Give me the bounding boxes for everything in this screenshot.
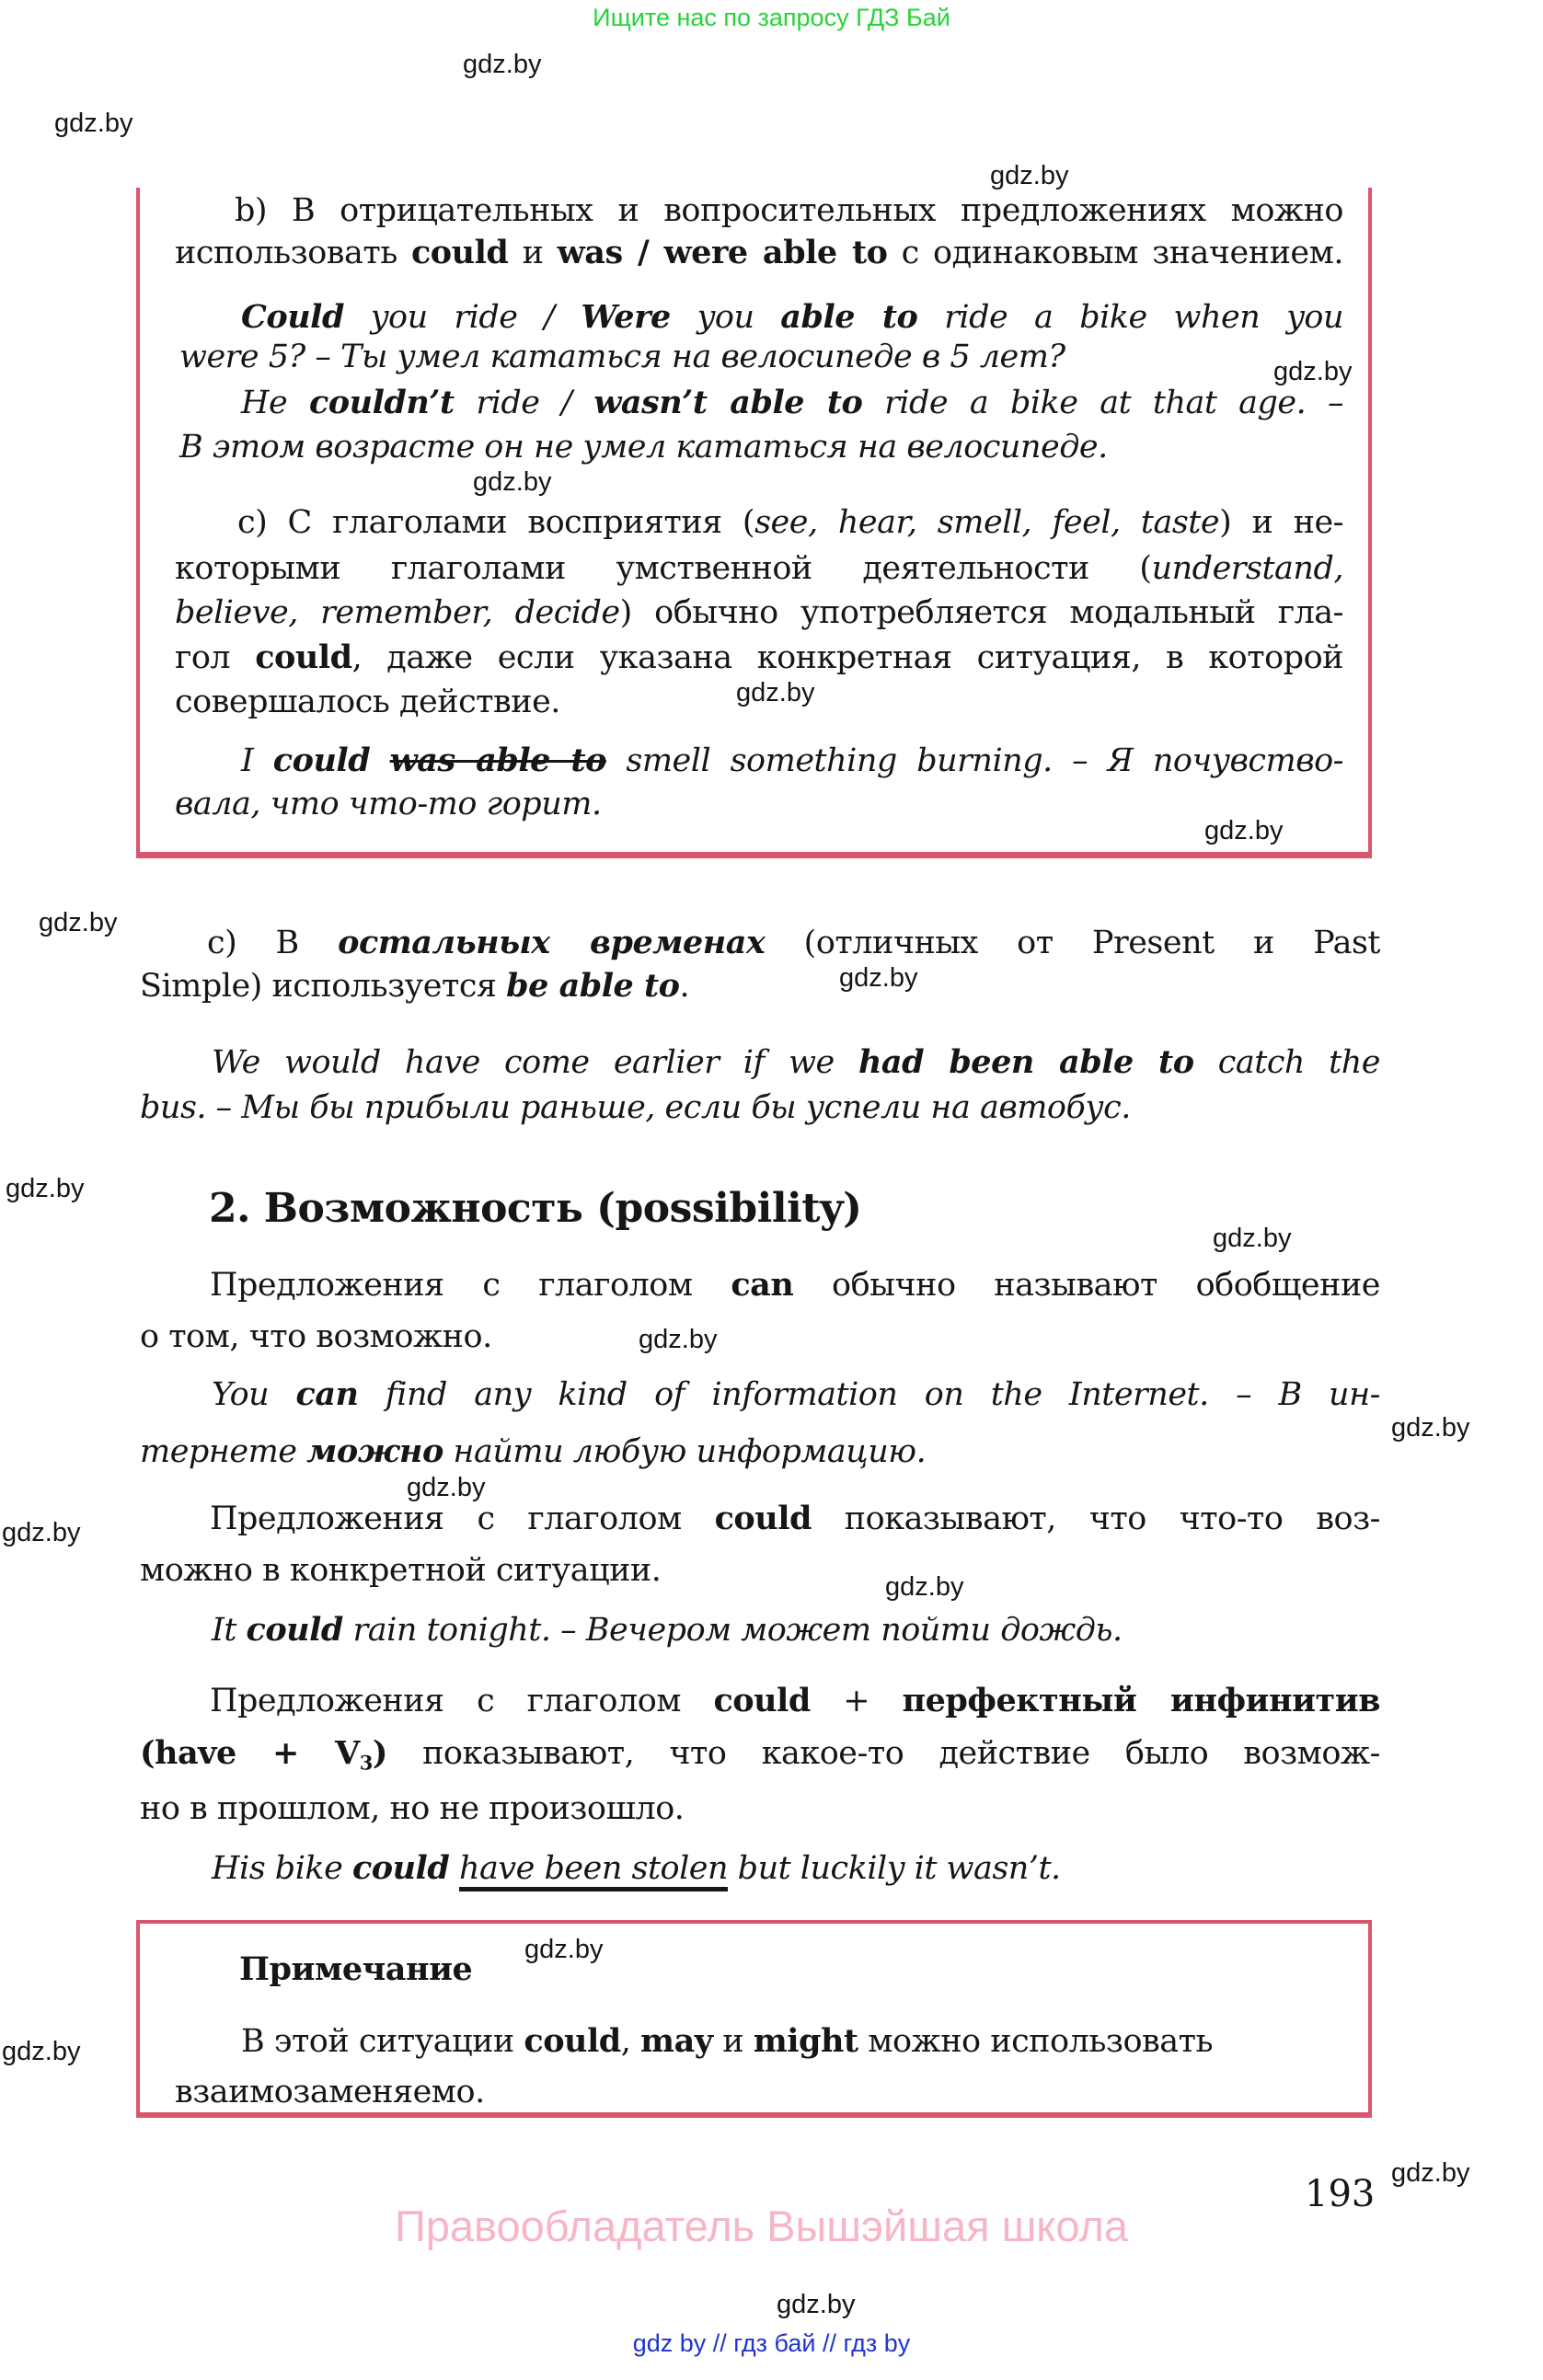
text-segment: ride / — [454, 385, 594, 421]
text-segment: could — [411, 234, 509, 271]
gdz-watermark: gdz.by — [1391, 1413, 1470, 1443]
rule-could-perfect-line-2 — [140, 1730, 1380, 1776]
example-smell-line-1 — [175, 738, 1343, 784]
rule-could-perfect-line-3 — [140, 1786, 1380, 1832]
gdz-watermark: gdz.by — [407, 1473, 486, 1502]
text-segment: smell something burning. – Я почувство- — [605, 742, 1343, 779]
text-segment: He — [241, 385, 309, 421]
text-segment: Предложения с глаголом — [210, 1683, 714, 1719]
gdz-watermark: gdz.by — [777, 2290, 856, 2319]
rule-able-line-2 — [140, 963, 1380, 1009]
text-segment: catch the — [1193, 1044, 1380, 1081]
example-internet-line-2 — [140, 1429, 1380, 1475]
text-segment: Примечание — [239, 1950, 473, 1988]
text-segment: could — [714, 1500, 812, 1537]
text-segment: Could — [241, 298, 344, 336]
text-segment: can — [295, 1375, 359, 1413]
text-segment: Предложения с глаголом — [210, 1267, 731, 1304]
rule-can-line-1 — [140, 1262, 1380, 1308]
example-rain-line — [140, 1607, 1380, 1653]
gdz-watermark: gdz.by — [1391, 2158, 1470, 2188]
text-segment: ride a bike at that age. – — [862, 385, 1343, 421]
rule-b-line-2 — [175, 230, 1343, 276]
section-heading — [209, 1184, 861, 1234]
text-segment — [449, 1850, 459, 1887]
text-segment: 2. Возможность (possibility) — [209, 1185, 862, 1232]
text-segment: His bike — [212, 1850, 352, 1887]
text-segment: had been able to — [858, 1043, 1194, 1081]
text-segment: could — [524, 2022, 621, 2060]
text-segment: , даже если указана конкретная ситуация, в которой — [351, 639, 1343, 676]
note-body-line-2 — [175, 2069, 1343, 2115]
text-segment: understand, — [1151, 550, 1343, 587]
text-segment: В этом возрасте он не умел кататься на велосипеде. — [179, 429, 1108, 466]
gdz-watermark: gdz.by — [1273, 357, 1353, 386]
text-segment: обычно называют обобщение — [793, 1267, 1380, 1304]
gdz-watermark: gdz.by — [6, 1174, 85, 1203]
text-segment: was able to — [389, 742, 606, 779]
text-segment: можно в конкретной ситуации. — [140, 1552, 662, 1589]
text-segment: с одинаковым значением. — [887, 235, 1343, 271]
gdz-watermark: gdz.by — [2, 1518, 81, 1547]
rule-c-line-1 — [175, 500, 1343, 546]
text-segment: might — [753, 2022, 858, 2060]
text-segment: перфектный инфинитив — [902, 1682, 1381, 1719]
text-segment: о том, что возможно. — [140, 1318, 492, 1355]
text-segment: Were — [581, 298, 671, 336]
text-segment: but luckily it wasn’t. — [728, 1850, 1061, 1887]
gdz-watermark: gdz.by — [1213, 1224, 1292, 1253]
rule-able-line-1 — [140, 920, 1380, 966]
text-segment: ) обычно употребляется модальный гла- — [619, 594, 1343, 631]
gdz-watermark: gdz.by — [990, 161, 1069, 190]
text-segment: c) В — [207, 925, 339, 961]
text-segment: и — [508, 235, 558, 271]
text-segment: could — [272, 742, 371, 779]
text-segment: ride a bike when you — [917, 299, 1343, 336]
note-title — [175, 1947, 1343, 1993]
text-segment: find any kind of information on the Internet. – В ин- — [358, 1376, 1380, 1413]
text-segment: ) — [372, 1734, 387, 1772]
example-smell-line-2 — [175, 781, 1343, 827]
gdz-watermark: gdz.by — [2, 2037, 81, 2066]
text-segment: гол — [175, 639, 256, 676]
text-segment: b) В отрицательных и вопросительных предложениях можно — [235, 192, 1343, 229]
text-segment: найти любую информацию. — [443, 1433, 927, 1470]
text-segment: В этой ситуации — [241, 2023, 524, 2060]
gdz-watermark: gdz.by — [639, 1325, 718, 1354]
text-segment: you ride / — [343, 299, 582, 336]
text-segment: can — [731, 1266, 794, 1304]
text-segment: показывают, что какое-то действие было возмож- — [386, 1735, 1380, 1772]
rule-c-line-3 — [175, 590, 1343, 636]
publisher-line: Правообладатель Вышэйшая школа — [394, 2202, 1129, 2250]
text-segment: may — [640, 2022, 713, 2060]
text-segment: (have + V — [140, 1734, 360, 1772]
rule-could-line-1 — [140, 1496, 1380, 1542]
text-segment: показывают, что что-то воз- — [811, 1500, 1380, 1537]
gdz-watermark: gdz.by — [54, 109, 133, 138]
rule-b-line-1 — [175, 188, 1343, 234]
text-segment: able to — [780, 298, 918, 336]
text-segment: be able to — [506, 967, 680, 1005]
text-segment: . — [679, 968, 690, 1005]
text-segment: но в прошлом, но не произошло. — [140, 1790, 685, 1827]
text-segment: 3 — [359, 1751, 373, 1775]
gdz-watermark: gdz.by — [524, 1935, 604, 1964]
rule-could-line-2 — [140, 1547, 1380, 1593]
text-segment: можно — [306, 1432, 443, 1470]
example-ride-line-3 — [175, 380, 1343, 426]
text-segment: можно использовать — [858, 2023, 1214, 2060]
text-segment: believe, remember, decide — [175, 594, 620, 631]
text-segment: wasn’t able to — [593, 384, 863, 421]
text-segment: bus. – Мы бы прибыли раньше, если бы успели на автобус. — [140, 1089, 1131, 1126]
text-segment: использовать — [175, 235, 411, 271]
text-segment: you — [670, 299, 781, 336]
text-segment: взаимозаменяемо. — [175, 2074, 485, 2110]
example-bus-line-2 — [140, 1085, 1380, 1131]
text-segment: was / were able to — [557, 234, 888, 271]
text-segment: could — [351, 1849, 450, 1887]
text-segment: и — [712, 2023, 754, 2060]
gdz-watermark: gdz.by — [463, 50, 542, 79]
text-segment — [370, 742, 389, 779]
text-segment: , — [620, 2023, 641, 2060]
text-segment: c) С глаголами восприятия ( — [237, 504, 755, 541]
example-ride-line-2 — [175, 334, 1343, 380]
gdz-watermark: gdz.by — [736, 678, 815, 707]
text-segment: It — [212, 1612, 247, 1649]
gdz-watermark: gdz.by — [839, 963, 918, 993]
text-segment: have been stolen — [458, 1850, 729, 1887]
footer-links: gdz by // гдз бай // гдз by — [632, 2329, 911, 2357]
text-segment: остальных временах — [338, 924, 766, 961]
text-segment: тернете — [140, 1433, 307, 1470]
example-ride-line-4 — [175, 424, 1343, 470]
page-number: 193 — [1305, 2173, 1376, 2215]
text-segment: rain tonight. – Вечером может пойти дождь. — [342, 1612, 1123, 1649]
example-bike-line — [140, 1845, 1380, 1891]
gdz-watermark: gdz.by — [473, 467, 552, 497]
rule-can-line-2 — [140, 1314, 1380, 1360]
text-segment: (отличных от Present и Past — [765, 925, 1380, 961]
note-body-line-1 — [175, 2018, 1343, 2064]
promo-banner: Ищите нас по запросу ГДЗ Бай — [593, 4, 950, 31]
text-segment: couldn’t — [308, 384, 455, 421]
text-segment: ) и не- — [1219, 504, 1343, 541]
text-segment: Simple) используется — [140, 968, 507, 1005]
text-segment: could — [255, 638, 352, 676]
example-internet-line-1 — [140, 1372, 1380, 1418]
gdz-watermark: gdz.by — [885, 1572, 964, 1602]
text-segment: + — [810, 1683, 903, 1719]
text-segment: You — [212, 1376, 296, 1413]
text-segment: could — [713, 1682, 811, 1719]
example-bus-line-1 — [140, 1040, 1380, 1086]
text-segment: которыми глаголами умственной деятельности ( — [175, 550, 1152, 587]
text-segment: совершалось действие. — [175, 684, 560, 720]
text-segment: see, hear, smell, feel, taste — [754, 504, 1220, 541]
text-segment: Предложения с глаголом — [210, 1500, 715, 1537]
text-segment: I — [241, 742, 273, 779]
rule-c-line-2 — [175, 546, 1343, 592]
gdz-watermark: gdz.by — [1204, 816, 1284, 845]
text-segment: were 5? – Ты умел кататься на велосипеде в 5 лет? — [179, 339, 1065, 375]
text-segment: вала, что что-то горит. — [175, 786, 602, 822]
rule-could-perfect-line-1 — [140, 1678, 1380, 1724]
rule-c-line-4 — [175, 635, 1343, 681]
gdz-watermark: gdz.by — [39, 908, 118, 937]
text-segment: could — [246, 1611, 343, 1649]
text-segment: We would have come earlier if we — [212, 1044, 858, 1081]
